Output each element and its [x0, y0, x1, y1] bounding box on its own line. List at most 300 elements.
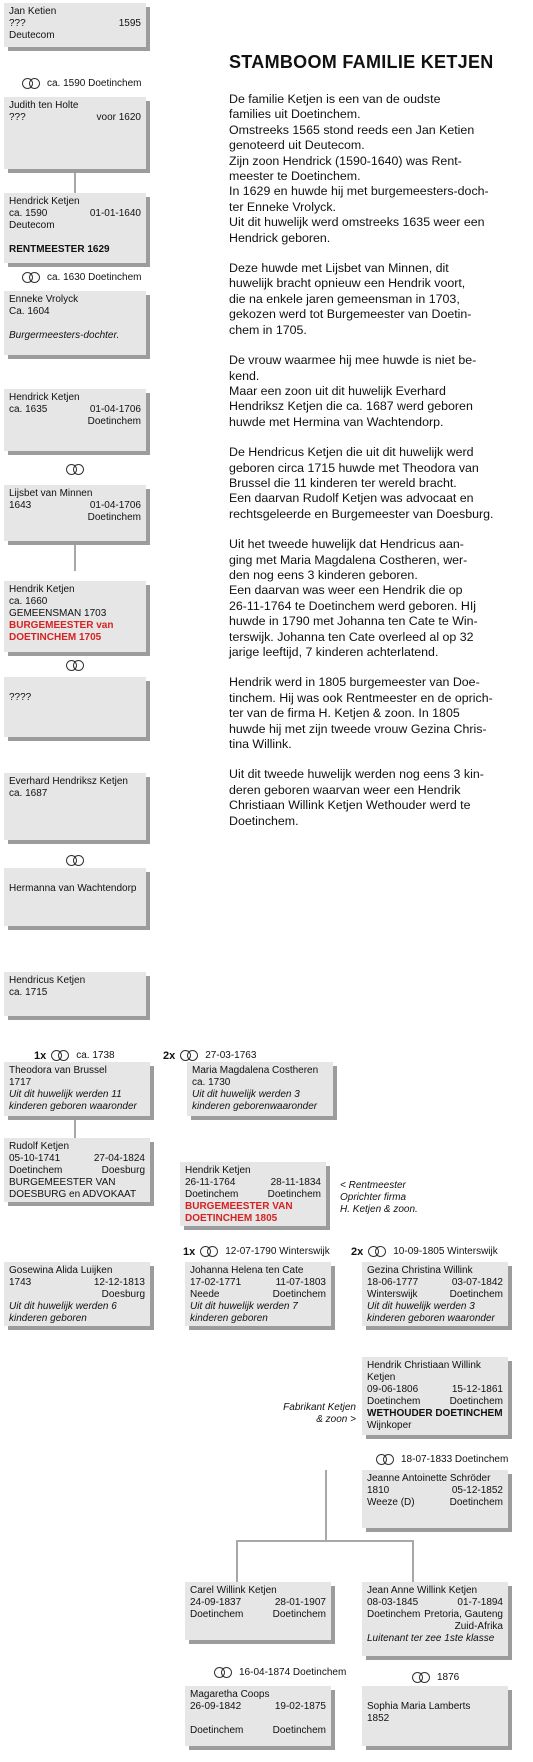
person-detail-text: 1810 — [367, 1485, 390, 1496]
person-detail-text: Deutecom — [9, 220, 55, 231]
person-detail-right: Doetinchem — [272, 1725, 326, 1736]
text-line: gekozen werd tot Burgemeester van Doetin- — [229, 307, 472, 322]
person-detail-text: ca. 1687 — [9, 788, 48, 799]
wedding-rings-icon — [20, 78, 42, 90]
person-detail — [367, 1701, 503, 1713]
person-card — [185, 1262, 331, 1326]
person-detail-right: 12-12-1813 — [93, 1277, 145, 1288]
person-detail — [9, 1177, 145, 1189]
wedding-rings-icon — [64, 464, 86, 476]
person-detail-text: Doetinchem — [185, 1189, 239, 1200]
wedding-rings-icon — [178, 1050, 200, 1062]
person-detail — [9, 1313, 145, 1325]
person-detail-right: 01-04-1706 — [89, 500, 141, 511]
person-detail — [9, 220, 141, 232]
wedding-rings-icon — [64, 855, 86, 867]
family-history-text — [229, 92, 529, 844]
marriage-date: 27-03-1763 — [205, 1050, 257, 1061]
person-detail-text: 08-03-1845 — [367, 1597, 419, 1608]
person-detail-text: 26-11-1764 — [185, 1177, 236, 1188]
person-detail — [185, 1165, 321, 1177]
wedding-rings-icon — [49, 1050, 71, 1062]
person-detail-text: 05-10-1741 — [9, 1153, 61, 1164]
person-detail-text: GEMEENSMAN 1703 — [9, 608, 107, 619]
person-detail-text: Johanna Helena ten Cate — [190, 1265, 304, 1276]
marriage-count: 1x — [34, 1050, 47, 1062]
person-detail — [9, 244, 141, 256]
person-detail — [9, 1101, 145, 1113]
person-detail-text: BURGEMEESTER VAN — [9, 1177, 116, 1188]
person-detail-text: Carel Willink Ketjen — [190, 1585, 277, 1596]
person-detail-right: Doetinchem — [449, 1289, 503, 1300]
person-detail-text: Jean Anne Willink Ketjen — [367, 1585, 478, 1596]
person-detail-right: 15-12-1861 — [451, 1384, 503, 1395]
marriage-date: 12-07-1790 Winterswijk — [225, 1246, 330, 1257]
marriage-marker — [410, 1672, 459, 1684]
person-detail — [9, 1065, 145, 1077]
person-card — [362, 1262, 508, 1326]
person-card — [4, 1138, 150, 1202]
person-detail-text: 24-09-1837 — [190, 1597, 242, 1608]
person-detail — [9, 500, 141, 512]
person-detail — [367, 1277, 503, 1289]
person-card — [185, 1582, 331, 1640]
person-detail-right: Doetinchem — [87, 416, 141, 427]
person-detail-text: Uit dit huwelijk werden 11 — [9, 1089, 122, 1100]
marriage-date: 18-07-1833 Doetinchem — [401, 1454, 509, 1465]
person-detail-text: Neede — [190, 1289, 220, 1300]
text-paragraph — [229, 445, 529, 522]
person-detail — [9, 416, 141, 428]
person-detail — [9, 871, 141, 883]
text-line: families uit Doetinchem. — [229, 107, 361, 122]
person-card — [4, 972, 146, 1016]
text-line: genoteerd uit Deutecom. — [229, 138, 365, 153]
person-detail-right: Doetinchem — [87, 512, 141, 523]
note-line: H. Ketjen & zoon. — [340, 1204, 418, 1215]
person-detail — [185, 1189, 321, 1201]
marriage-date: ca. 1630 Doetinchem — [47, 272, 142, 283]
person-detail — [190, 1701, 326, 1713]
person-detail — [367, 1408, 503, 1420]
person-detail-text: Uit dit huwelijk werden 6 — [9, 1301, 117, 1312]
person-detail-text: ca. 1730 — [192, 1077, 231, 1088]
text-line: Deze huwde met Lijsbet van Minnen, dit — [229, 261, 449, 276]
person-detail-right: 28-01-1907 — [274, 1597, 326, 1608]
person-detail-right: 01-04-1706 — [89, 404, 141, 415]
text-line: ging met Maria Magdalena Costheren, wer- — [229, 552, 468, 567]
fabrikant-note — [270, 1402, 356, 1426]
person-detail-right: 03-07-1842 — [451, 1277, 503, 1288]
person-detail — [9, 776, 141, 788]
marriage-marker — [183, 1246, 330, 1258]
person-detail-text: Lijsbet van Minnen — [9, 488, 93, 499]
person-detail-right: 1595 — [118, 18, 141, 29]
person-detail — [367, 1301, 503, 1313]
marriage-marker — [20, 78, 142, 90]
text-paragraph — [229, 261, 529, 338]
person-detail-text: Luitenant ter zee 1ste klasse — [367, 1633, 495, 1644]
person-detail — [367, 1689, 503, 1701]
rentmeester-note — [340, 1180, 418, 1216]
wedding-rings-icon — [198, 1246, 220, 1258]
person-detail-text: Doetinchem — [367, 1396, 421, 1407]
text-line: tina Willink. — [229, 737, 292, 752]
person-detail — [9, 1277, 145, 1289]
person-detail — [9, 987, 141, 999]
person-detail-text: Hermanna van Wachtendorp — [9, 883, 137, 894]
person-detail-text: DOETINCHEM 1705 — [9, 632, 102, 643]
person-detail — [9, 1141, 145, 1153]
person-card — [4, 97, 146, 169]
person-detail-text: ca. 1715 — [9, 987, 48, 998]
wedding-rings-icon — [374, 1454, 396, 1466]
text-line: Hendriksz Ketjen die ca. 1687 werd geboren — [229, 399, 473, 414]
person-detail — [9, 1189, 145, 1201]
person-detail — [190, 1689, 326, 1701]
person-detail — [9, 488, 141, 500]
person-card — [4, 773, 146, 840]
text-line: chem in 1705. — [229, 322, 307, 337]
person-detail — [9, 512, 141, 524]
person-detail-text: Hendrik Christiaan Willink — [367, 1360, 481, 1371]
person-detail-text: 1852 — [367, 1713, 390, 1724]
marriage-marker — [64, 660, 91, 672]
wedding-rings-icon — [64, 660, 86, 672]
connector-line — [325, 1470, 327, 1542]
person-detail-text: ca. 1660 — [9, 596, 48, 607]
text-line: huwde met Hermina van Wachtendorp. — [229, 414, 444, 429]
person-detail — [185, 1177, 321, 1189]
person-card — [4, 389, 146, 451]
person-detail — [9, 306, 141, 318]
text-line: meester te Doetinchem. — [229, 169, 361, 184]
person-detail — [9, 975, 141, 987]
text-line: De Hendricus Ketjen die uit dit huwelijk werd — [229, 445, 474, 460]
person-detail — [190, 1585, 326, 1597]
person-detail-right: 27-04-1824 — [93, 1153, 145, 1164]
text-line: Doetinchem. — [229, 813, 299, 828]
person-detail — [367, 1609, 503, 1621]
person-detail-right: Doesburg — [101, 1165, 145, 1176]
text-line: Christiaan Willink Ketjen Wethouder werd te — [229, 798, 471, 813]
person-card — [4, 291, 146, 355]
person-detail-text: ??? — [9, 18, 26, 29]
person-detail — [190, 1609, 326, 1621]
person-detail-text: kinderen geborenwaaronder — [192, 1101, 318, 1112]
text-line: huwde hij met zijn tweede vrouw Gezina Chris- — [229, 721, 487, 736]
text-line: ter van de firma H. Ketjen & zoon. In 1805 — [229, 706, 460, 721]
text-line: huwde in 1790 met Johanna ten Cate te Win- — [229, 614, 478, 629]
text-line: Omstreeks 1565 stond reeds een Jan Ketien — [229, 122, 475, 137]
person-detail — [367, 1360, 503, 1372]
person-detail-text: Rudolf Ketjen — [9, 1141, 70, 1152]
person-detail — [190, 1313, 326, 1325]
person-detail — [367, 1633, 503, 1645]
person-detail — [9, 883, 141, 895]
text-line: deren geboren waarvan weer een Hendrik — [229, 782, 461, 797]
person-card — [362, 1470, 508, 1528]
person-detail-right: voor 1620 — [96, 112, 141, 123]
person-detail — [367, 1420, 503, 1432]
person-detail — [367, 1485, 503, 1497]
marriage-marker — [351, 1246, 498, 1258]
person-detail — [9, 1153, 145, 1165]
person-detail — [190, 1277, 326, 1289]
text-line: terswijk. Johanna ten Cate overleed al op 32 — [229, 629, 474, 644]
person-detail-text: Winterswijk — [367, 1289, 418, 1300]
person-detail — [9, 1165, 145, 1177]
person-detail-text: ca. 1590 — [9, 208, 48, 219]
connector-line — [236, 1540, 238, 1582]
person-detail — [367, 1597, 503, 1609]
person-detail-right: 11-07-1803 — [275, 1277, 326, 1288]
marriage-date: 16-04-1874 Doetinchem — [239, 1667, 347, 1678]
person-detail-text: Deutecom — [9, 30, 55, 41]
text-line: jarige leeftijd, 7 kinderen achterlatend. — [229, 645, 439, 659]
person-detail-text: Uit dit huwelijk werden 7 — [190, 1301, 298, 1312]
person-detail-text: Gezina Christina Willink — [367, 1265, 473, 1276]
person-detail-text: Sophia Maria Lamberts — [367, 1701, 471, 1712]
text-line: Uit dit tweede huwelijk werden nog eens 3 kin- — [229, 767, 484, 782]
person-detail — [185, 1201, 321, 1213]
person-detail-right: Zuid-Afrika — [454, 1621, 503, 1632]
marriage-count: 2x — [351, 1246, 364, 1258]
text-line: De vrouw waarmee hij mee huwde is niet be- — [229, 353, 477, 368]
text-line: ter Enneke Vrolyck. — [229, 199, 336, 214]
text-line: huwelijk bracht opnieuw een Hendrik voort, — [229, 276, 466, 291]
person-detail-text: 1743 — [9, 1277, 32, 1288]
text-paragraph — [229, 767, 529, 829]
person-detail-text: Hendricus Ketjen — [9, 975, 86, 986]
person-detail-text: ???? — [9, 692, 32, 703]
person-detail — [9, 1089, 145, 1101]
person-card — [362, 1357, 508, 1435]
person-detail — [9, 1301, 145, 1313]
person-detail — [190, 1725, 326, 1737]
person-detail-text: Magaretha Coops — [190, 1689, 270, 1700]
person-detail-text: 09-06-1806 — [367, 1384, 419, 1395]
person-detail — [190, 1301, 326, 1313]
person-card — [4, 581, 146, 652]
person-detail — [9, 1289, 145, 1301]
person-detail — [367, 1713, 503, 1725]
person-detail — [192, 1077, 328, 1089]
marriage-date: 1876 — [437, 1672, 460, 1683]
person-detail — [9, 18, 141, 30]
person-detail-text: Everhard Hendriksz Ketjen — [9, 776, 128, 787]
person-detail — [185, 1213, 321, 1225]
person-detail-text: Uit dit huwelijk werden 3 — [367, 1301, 475, 1312]
text-line: Hendrik werd in 1805 burgemeester van Doe- — [229, 675, 480, 690]
person-card — [187, 1062, 333, 1116]
person-detail-text: ??? — [9, 112, 26, 123]
marriage-marker — [212, 1667, 346, 1679]
text-line: Uit dit huwelijk werd omstreeks 1635 weer een — [229, 215, 485, 230]
person-detail-right: Doetinchem — [272, 1609, 326, 1620]
person-detail-text: kinderen geboren waaronder — [9, 1101, 137, 1112]
person-detail-text: Doetinchem — [190, 1609, 244, 1620]
text-line: die na enkele jaren gemeensman in 1703, — [229, 291, 460, 306]
person-card — [4, 677, 146, 737]
person-detail-text: 1717 — [9, 1077, 32, 1088]
person-detail — [192, 1101, 328, 1113]
person-detail-text: Hendrik Ketjen — [9, 584, 75, 595]
person-detail — [9, 100, 141, 112]
person-detail-right: 01-01-1640 — [89, 208, 141, 219]
person-detail-right: Pretoria, Gauteng — [424, 1609, 503, 1620]
person-detail-text: BURGEMEESTER van — [9, 620, 114, 631]
person-detail — [192, 1065, 328, 1077]
marriage-marker — [64, 464, 91, 476]
person-detail-text: Doetinchem — [9, 1165, 63, 1176]
text-line: Maar een zoon uit dit huwelijk Everhard — [229, 383, 446, 398]
text-line: Uit het tweede huwelijk dat Hendricus aan- — [229, 537, 464, 552]
person-detail — [9, 404, 141, 416]
person-detail — [367, 1313, 503, 1325]
text-line: den nog eens 3 kinderen geboren. — [229, 567, 418, 582]
person-detail — [9, 584, 141, 596]
text-line: Hendrick geboren. — [229, 230, 331, 245]
person-detail-text: 18-06-1777 — [367, 1277, 419, 1288]
person-detail — [9, 608, 141, 620]
person-detail-right: Doetinchem — [449, 1497, 503, 1508]
person-detail — [9, 30, 141, 42]
person-detail-text: Uit dit huwelijk werden 3 — [192, 1089, 300, 1100]
person-detail-text: 1643 — [9, 500, 32, 511]
note-line: < Rentmeester — [340, 1180, 406, 1191]
marriage-date: ca. 1590 Doetinchem — [47, 78, 142, 89]
person-detail-text: BURGEMEESTER VAN — [185, 1201, 293, 1212]
person-detail — [9, 632, 141, 644]
person-detail — [9, 620, 141, 632]
marriage-count: 1x — [183, 1246, 196, 1258]
person-detail — [190, 1289, 326, 1301]
text-paragraph — [229, 92, 529, 246]
note-line: & zoon > — [316, 1414, 356, 1425]
person-card — [362, 1686, 508, 1746]
person-detail-text: Hendrick Ketjen — [9, 196, 80, 207]
text-line: geboren circa 1715 huwde met Theodora van — [229, 460, 479, 475]
person-detail — [9, 1077, 145, 1089]
person-detail — [367, 1497, 503, 1509]
person-detail-text: Hendrik Ketjen — [185, 1165, 251, 1176]
person-detail-text: Jeanne Antoinette Schröder — [367, 1473, 491, 1484]
person-detail-text: Doetinchem — [367, 1609, 421, 1620]
text-line: De familie Ketjen is een van de oudste — [229, 92, 441, 106]
text-paragraph — [229, 537, 529, 660]
person-detail — [9, 392, 141, 404]
person-detail-right: Doetinchem — [272, 1289, 326, 1300]
person-detail-text: Doetinchem — [190, 1725, 244, 1736]
person-detail — [9, 196, 141, 208]
marriage-marker — [20, 272, 142, 284]
person-detail — [367, 1372, 503, 1384]
wedding-rings-icon — [212, 1667, 234, 1679]
person-detail-right: Doetinchem — [449, 1396, 503, 1407]
person-detail-text: kinderen geboren — [9, 1313, 87, 1324]
marriage-marker — [64, 855, 91, 867]
person-detail-text: Jan Ketien — [9, 6, 57, 17]
person-detail-text: Gosewina Alida Luijken — [9, 1265, 113, 1276]
person-detail-text: Wijnkoper — [367, 1420, 412, 1431]
person-detail-text: Maria Magdalena Costheren — [192, 1065, 319, 1076]
person-card — [362, 1582, 508, 1656]
marriage-date: 10-09-1805 Winterswijk — [393, 1246, 498, 1257]
note-line: Fabrikant Ketjen — [283, 1402, 356, 1413]
person-detail — [9, 232, 141, 244]
person-detail — [367, 1396, 503, 1408]
page-title: STAMBOOM FAMILIE KETJEN — [229, 52, 494, 72]
person-detail — [190, 1713, 326, 1725]
person-detail — [9, 788, 141, 800]
note-line: Oprichter firma — [340, 1192, 407, 1203]
person-detail-text: Burgermeesters-dochter. — [9, 330, 120, 341]
person-card — [180, 1162, 326, 1226]
marriage-date: ca. 1738 — [76, 1050, 115, 1061]
person-detail — [9, 1265, 145, 1277]
text-line: kend. — [229, 368, 260, 383]
person-detail — [9, 208, 141, 220]
person-detail — [367, 1265, 503, 1277]
wedding-rings-icon — [366, 1246, 388, 1258]
person-detail-text: Ketjen — [367, 1372, 396, 1383]
person-detail — [9, 294, 141, 306]
person-detail — [367, 1621, 503, 1633]
person-detail-text: Hendrick Ketjen — [9, 392, 80, 403]
person-detail-text: Weeze (D) — [367, 1497, 415, 1508]
person-card — [4, 868, 146, 926]
person-detail — [190, 1597, 326, 1609]
person-card — [4, 1262, 150, 1326]
person-detail — [367, 1585, 503, 1597]
connector-line — [74, 171, 76, 193]
marriage-marker — [374, 1454, 508, 1466]
person-card — [4, 3, 146, 47]
person-detail — [9, 318, 141, 330]
person-detail — [367, 1384, 503, 1396]
text-line: Een daarvan Rudolf Ketjen was advocaat en — [229, 491, 474, 506]
person-detail-text: 17-02-1771 — [190, 1277, 242, 1288]
person-detail-text: DOESBURG en ADVOKAAT — [9, 1189, 137, 1200]
person-detail-text: RENTMEESTER 1629 — [9, 244, 110, 255]
person-detail-text: ca. 1635 — [9, 404, 48, 415]
text-line: Brussel die 11 kinderen ter wereld bracht. — [229, 475, 457, 490]
person-card — [4, 1062, 150, 1116]
text-line: Een daarvan was weer een Hendrik die op — [229, 583, 463, 598]
person-detail — [9, 692, 141, 704]
person-detail — [9, 330, 141, 342]
text-line: 26-11-1764 te Doetinchem werd geboren. HIj — [229, 598, 477, 613]
person-detail — [367, 1473, 503, 1485]
wedding-rings-icon — [20, 272, 42, 284]
wedding-rings-icon — [410, 1672, 432, 1684]
person-detail-right: Doesburg — [101, 1289, 145, 1300]
person-detail-right: 28-11-1834 — [270, 1177, 321, 1188]
person-detail-text: Enneke Vrolyck — [9, 294, 79, 305]
person-detail-text: WETHOUDER DOETINCHEM — [367, 1408, 503, 1419]
person-detail — [190, 1265, 326, 1277]
connector-line — [412, 1540, 414, 1582]
person-detail-text: kinderen geboren — [190, 1313, 268, 1324]
person-detail — [9, 596, 141, 608]
person-detail-text: DOETINCHEM 1805 — [185, 1213, 278, 1224]
person-detail-text: 26-09-1842 — [190, 1701, 242, 1712]
person-detail-right: 19-02-1875 — [274, 1701, 326, 1712]
person-detail — [9, 112, 141, 124]
person-detail-text: Judith ten Holte — [9, 100, 79, 111]
person-card — [185, 1686, 331, 1746]
